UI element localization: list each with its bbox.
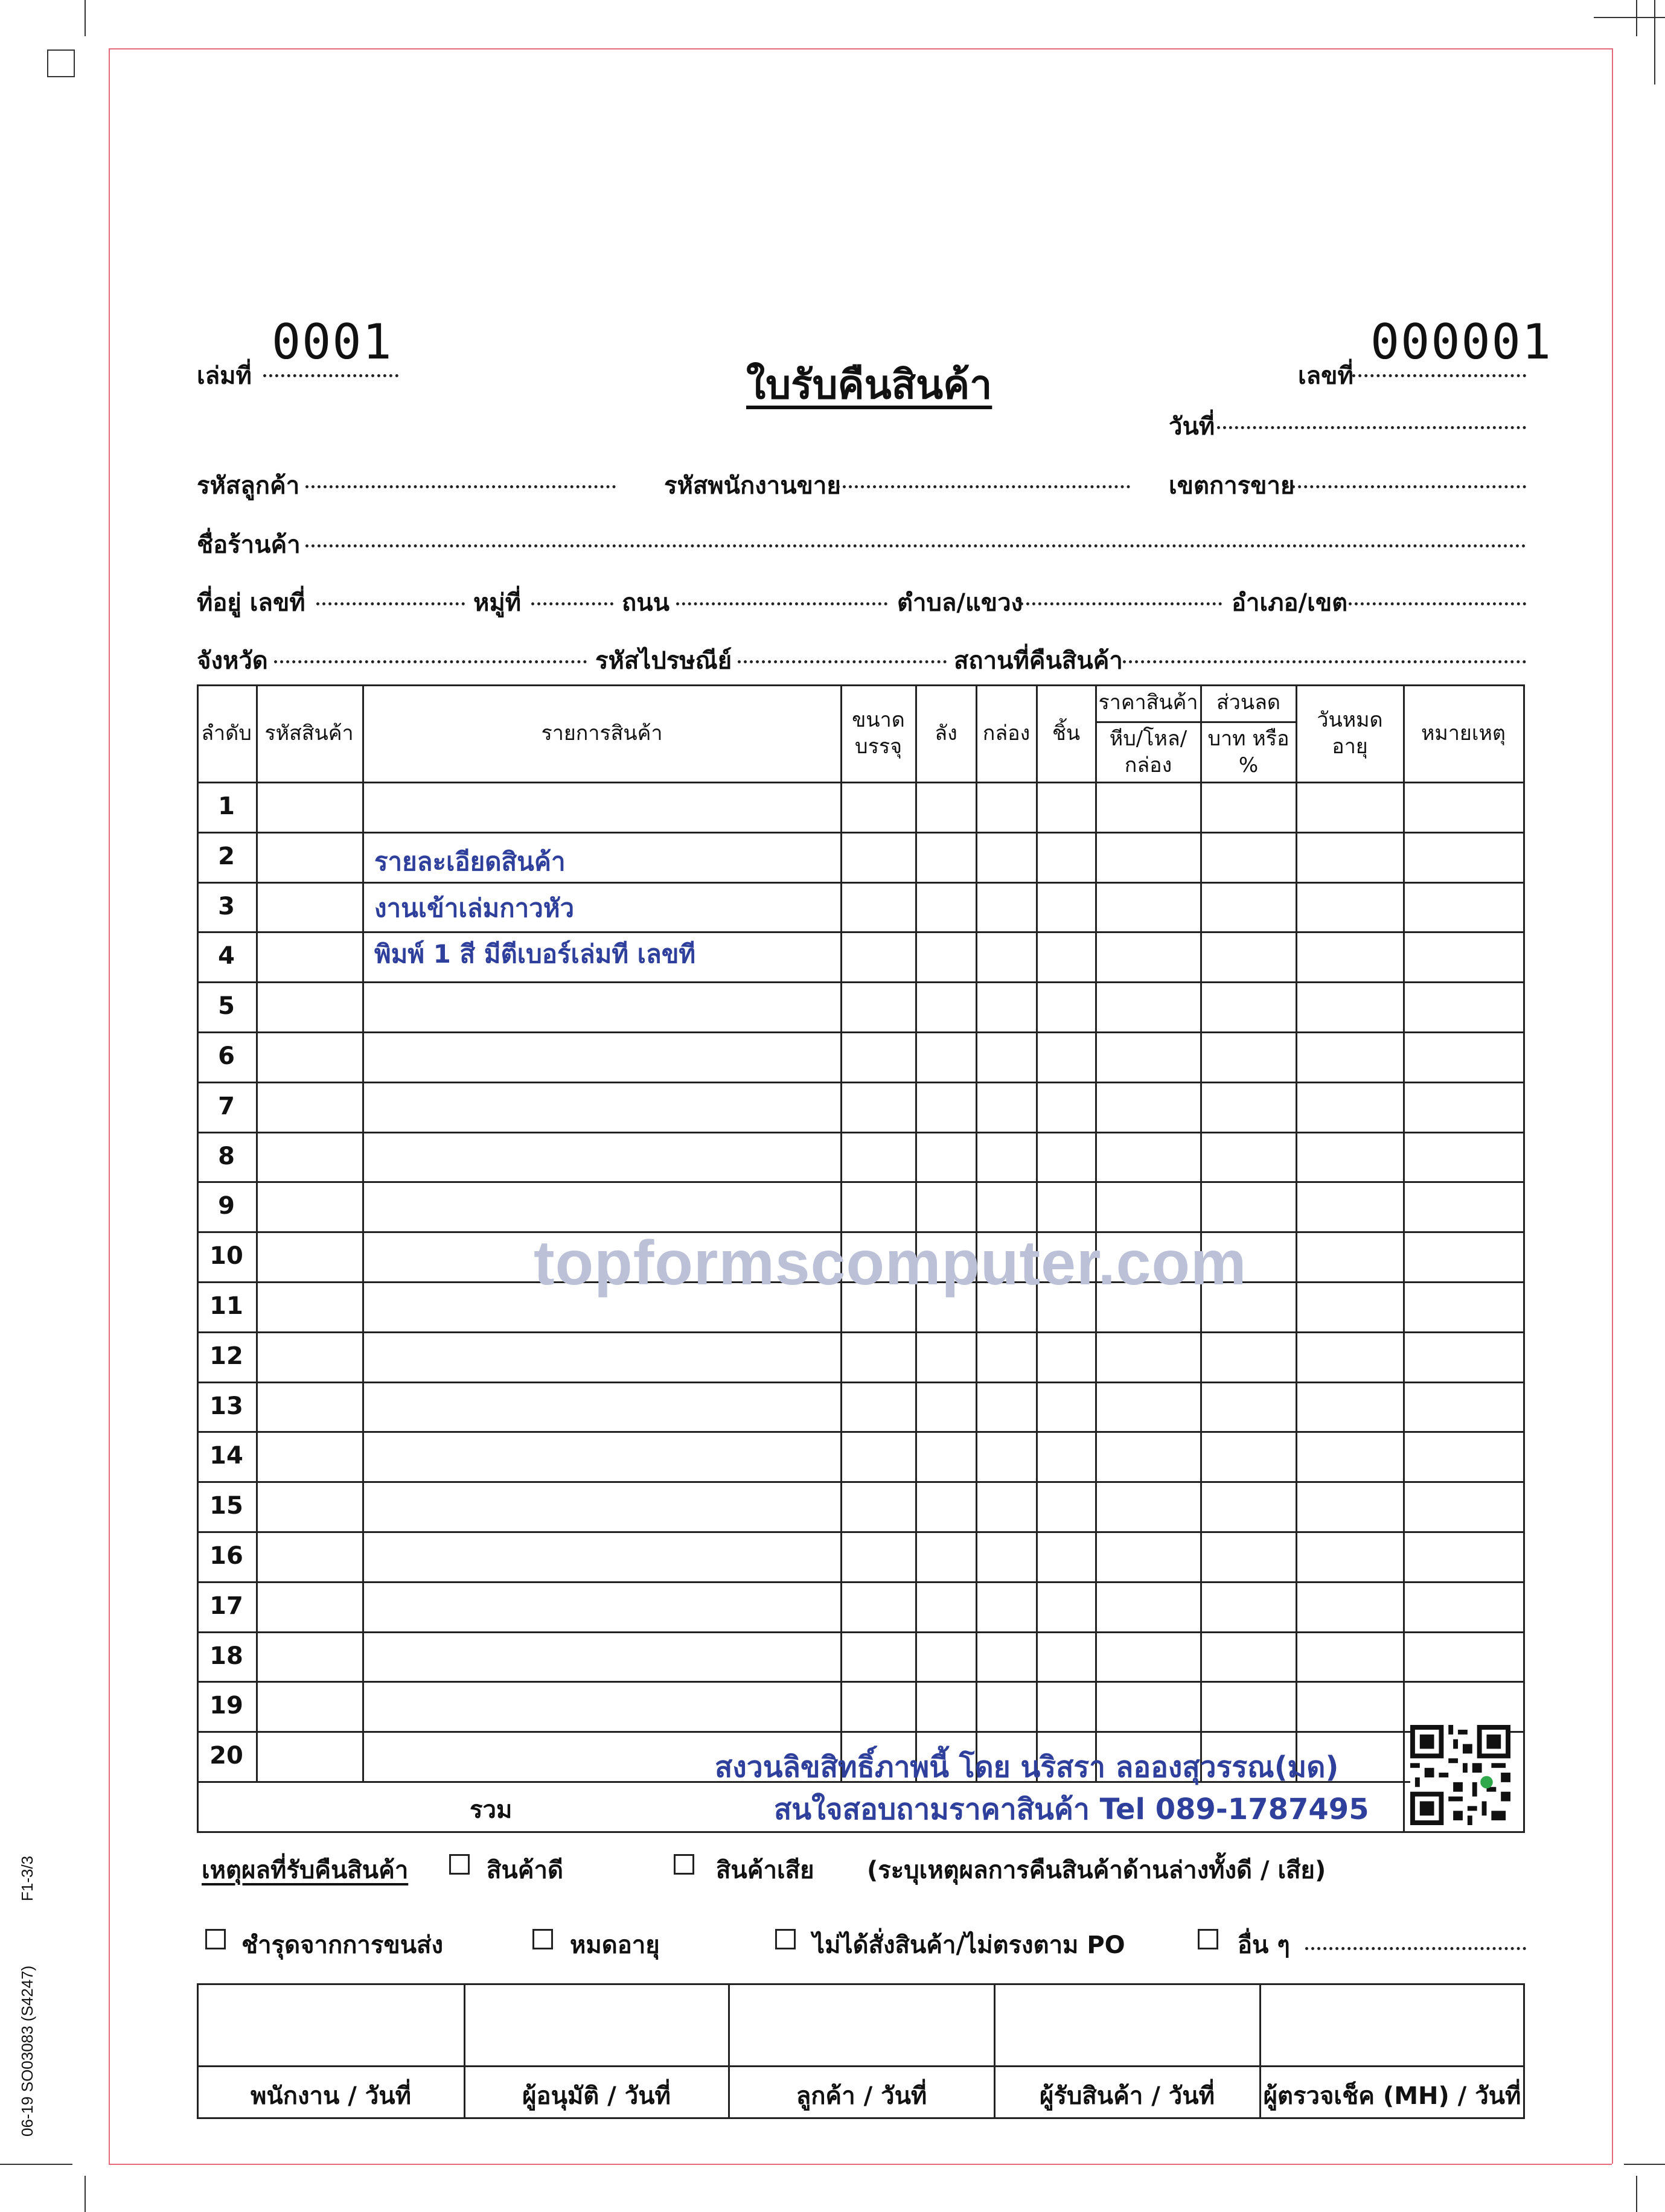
th-discount: ส่วนลด xyxy=(1216,690,1280,715)
row-number: 17 xyxy=(209,1592,243,1620)
row-number: 3 xyxy=(218,893,235,920)
table-row-line xyxy=(197,1431,1525,1433)
sales-area-dots xyxy=(1286,485,1526,488)
table-row-line xyxy=(197,882,1525,884)
customer-code-label: รหัสลูกค้า xyxy=(197,472,300,500)
subdistrict-dots xyxy=(1020,602,1222,605)
reason-other-dots xyxy=(1305,1947,1526,1950)
sig-border-bottom xyxy=(197,2117,1525,2119)
row-number: 15 xyxy=(209,1492,243,1520)
registration-square xyxy=(47,49,75,77)
subdistrict-label: ตำบล/แขวง xyxy=(897,589,1023,617)
book-label: เล่มที่ xyxy=(197,362,252,390)
crop-mark xyxy=(85,0,86,36)
row-number: 14 xyxy=(209,1442,243,1470)
sales-staff-dots xyxy=(837,485,1130,488)
crop-mark xyxy=(85,2176,86,2212)
reason-not-ordered-label: ไม่ได้สั่งสินค้า/ไม่ตรงตาม PO xyxy=(813,1931,1125,1959)
th-expiry: วันหมด อายุ xyxy=(1317,707,1383,759)
reason-transport-label: ชำรุดจากการขนส่ง xyxy=(241,1931,443,1959)
shop-name-dots xyxy=(305,544,1526,547)
row-number: 11 xyxy=(209,1292,243,1320)
note-line-1: รายละเอียดสินค้า xyxy=(374,847,566,876)
reasons-label: เหตุผลที่รับคืนสินค้า xyxy=(202,1857,409,1884)
table-col-line xyxy=(1296,684,1297,1781)
road-dots xyxy=(676,602,887,605)
th-piece: ชิ้น xyxy=(1052,721,1081,745)
table-row-line xyxy=(197,931,1525,933)
row-number: 6 xyxy=(218,1042,235,1070)
table-row-line xyxy=(197,1581,1525,1583)
crop-mark xyxy=(1624,2164,1665,2165)
qr-code-icon xyxy=(1410,1725,1510,1825)
table-header-bottom xyxy=(197,782,1525,783)
crop-mark xyxy=(0,2164,72,2165)
return-place-dots xyxy=(1123,660,1526,663)
reason-damaged-label: สินค้าเสีย xyxy=(716,1857,814,1884)
district-dots xyxy=(1349,602,1526,605)
trim-line-right xyxy=(1612,48,1613,2164)
row-number: 9 xyxy=(218,1192,235,1220)
side-print-code: 06-19 SO03083 (S4247) xyxy=(18,1965,36,2137)
row-number: 5 xyxy=(218,992,235,1020)
province-dots xyxy=(274,660,587,663)
trim-line-bottom xyxy=(109,2164,1612,2165)
sig-label-staff: พนักงาน / วันที่ xyxy=(251,2082,411,2110)
th-pack: ขนาด บรรจุ xyxy=(852,707,905,759)
watermark: topformscomputer.com xyxy=(534,1228,1247,1298)
sig-label-receiver: ผู้รับสินค้า / วันที่ xyxy=(1040,2082,1215,2110)
reason-good-label: สินค้าดี xyxy=(487,1857,563,1884)
date-label: วันที่ xyxy=(1169,413,1215,441)
postcode-dots xyxy=(738,660,947,663)
th-item: รายการสินค้า xyxy=(541,721,663,745)
row-number: 4 xyxy=(218,942,235,970)
th-seq: ลำดับ xyxy=(201,721,252,745)
road-label: ถนน xyxy=(622,589,670,617)
note-line-3: พิมพ์ 1 สี มีตีเบอร์เล่มที เลขที xyxy=(374,939,696,969)
copyright-line-1: สงวนลิขสิทธิ์ภาพนี้ โดย นริสรา ลอองสุวรรณ(มด) xyxy=(715,1750,1339,1784)
checkbox-other[interactable] xyxy=(1198,1929,1218,1949)
checkbox-expired[interactable] xyxy=(532,1929,553,1949)
number-dots xyxy=(1352,374,1526,377)
table-row-line xyxy=(197,1731,1525,1733)
table-row-line xyxy=(197,832,1525,833)
row-number: 2 xyxy=(218,843,235,870)
moo-dots xyxy=(531,602,613,605)
checkbox-good[interactable] xyxy=(449,1854,470,1875)
copyright-line-2: สนใจสอบถามราคาสินค้า Tel 089-1787495 xyxy=(774,1793,1369,1826)
th-code: รหัสสินค้า xyxy=(264,721,354,745)
row-number: 13 xyxy=(209,1392,243,1420)
table-row-line xyxy=(197,1531,1525,1533)
book-number: 0001 xyxy=(272,314,393,370)
total-label: รวม xyxy=(470,1796,513,1824)
table-row-line xyxy=(197,1082,1525,1083)
shop-name-label: ชื่อร้านค้า xyxy=(197,531,301,559)
note-line-2: งานเข้าเล่มกาวหัว xyxy=(374,893,575,923)
table-row-line xyxy=(197,1132,1525,1133)
row-number: 12 xyxy=(209,1342,243,1370)
table-col-line xyxy=(1403,684,1405,1832)
table-row-line xyxy=(197,1031,1525,1033)
row-number: 19 xyxy=(209,1692,243,1720)
sig-border-top xyxy=(197,1983,1525,1985)
table-row-line xyxy=(197,1382,1525,1383)
checkbox-damaged[interactable] xyxy=(674,1854,694,1875)
reason-note: (ระบุเหตุผลการคืนสินค้าด้านล่างทั้งดี / เสีย) xyxy=(867,1857,1326,1884)
address-label: ที่อยู่ เลขที่ xyxy=(197,589,305,617)
date-dots xyxy=(1217,426,1526,429)
postcode-label: รหัสไปรษณีย์ xyxy=(595,647,732,675)
table-row-line xyxy=(197,1481,1525,1483)
form-number: 000001 xyxy=(1370,314,1552,370)
customer-code-dots xyxy=(305,485,616,488)
address-dots xyxy=(316,602,465,605)
row-number: 18 xyxy=(209,1642,243,1670)
crop-mark xyxy=(1636,2176,1637,2212)
sig-mid-line xyxy=(197,2065,1525,2067)
sales-staff-label: รหัสพนักงานขาย xyxy=(664,472,841,500)
province-label: จังหวัด xyxy=(197,647,268,675)
side-print-copy: F1-3/3 xyxy=(18,1855,36,1901)
th-price: ราคาสินค้า xyxy=(1098,690,1198,715)
row-number: 7 xyxy=(218,1092,235,1120)
table-col-line xyxy=(256,684,258,1781)
th-remark: หมายเหตุ xyxy=(1421,721,1506,745)
crop-mark xyxy=(1654,0,1655,84)
th-case: ลัง xyxy=(935,721,957,745)
row-number: 20 xyxy=(209,1742,243,1770)
book-dots xyxy=(263,374,398,377)
table-row-line xyxy=(197,1681,1525,1683)
row-number: 16 xyxy=(209,1542,243,1570)
number-label: เลขที่ xyxy=(1298,362,1353,390)
sig-label-customer: ลูกค้า / วันที่ xyxy=(796,2082,927,2110)
checkbox-not-ordered[interactable] xyxy=(775,1929,796,1949)
crop-mark xyxy=(1636,0,1637,36)
table-row-line xyxy=(197,1631,1525,1633)
sig-label-approver: ผู้อนุมัติ / วันที่ xyxy=(522,2082,671,2110)
return-place-label: สถานที่คืนสินค้า xyxy=(954,647,1123,675)
row-number: 1 xyxy=(218,792,235,820)
sig-label-checker: ผู้ตรวจเช็ค (MH) / วันที่ xyxy=(1263,2082,1521,2110)
table-row-line xyxy=(197,1331,1525,1333)
trim-line-left xyxy=(109,48,110,2164)
trim-line-top xyxy=(109,48,1612,49)
th-box: กล่อง xyxy=(982,721,1031,745)
moo-label: หมู่ที่ xyxy=(473,589,522,617)
table-row-line xyxy=(197,1181,1525,1183)
checkbox-transport[interactable] xyxy=(205,1929,226,1949)
th-price-sub: หีบ/โหล/ กล่อง xyxy=(1109,727,1187,777)
form-title: ใบรับคืนสินค้า xyxy=(746,362,992,408)
table-border-right xyxy=(1523,684,1525,1832)
table-col-line xyxy=(362,684,364,1781)
th-discount-sub: บาท หรือ % xyxy=(1207,727,1289,777)
row-number: 8 xyxy=(218,1143,235,1170)
table-row-line xyxy=(197,981,1525,983)
district-label: อำเภอ/เขต xyxy=(1232,589,1348,617)
sales-area-label: เขตการขาย xyxy=(1169,472,1295,500)
reason-expired-label: หมดอายุ xyxy=(570,1931,660,1959)
reason-other-label: อื่น ๆ xyxy=(1238,1931,1290,1959)
row-number: 10 xyxy=(209,1242,243,1270)
